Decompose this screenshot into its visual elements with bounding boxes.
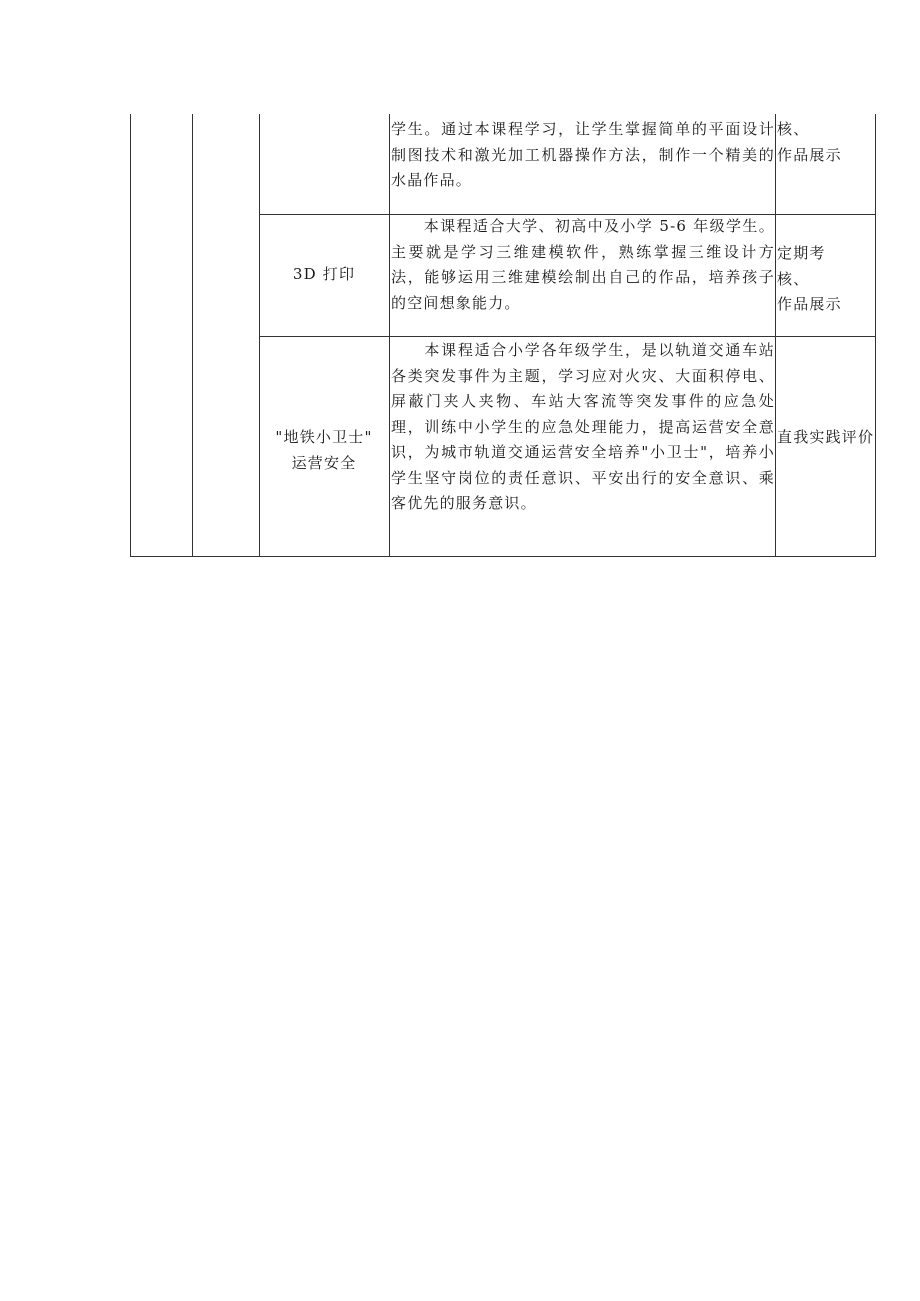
course-table [130, 114, 876, 557]
table-border-left [130, 114, 131, 557]
row-2-description: 本课程适合大学、初高中及小学 5-6 年级学生。主要就是学习三维建模软件，熟练掌握三维设计方法，能够运用三维建模绘制出自己的作品，培养孩子的空间想象能力。 [391, 217, 775, 312]
column-divider-1 [192, 114, 193, 557]
row-3-description: 本课程适合小学各年级学生，是以轨道交通车站各类突发事件为主题，学习应对火灾、大面积停电、屏蔽门夹人夹物、车站大客流等突发事件的应急处理，训练中小学生的应急处理能力，提高运营安全意识，为城市轨道交通运营安全培养"小卫士"，培养小学生坚守岗位的责任意识、平安出行的安全意识、乘客优先的服务意识。 [391, 341, 775, 512]
row-3-evaluation: 直我实践评价 [777, 428, 875, 446]
row-1-description: 学生。通过本课程学习，让学生掌握简单的平面设计制图技术和激光加工机器操作方法，制作一个精美的水晶作品。 [391, 120, 775, 189]
row-1-evaluation: 核、 作品展示 [777, 120, 842, 164]
row-divider-2 [259, 336, 876, 337]
table-border-bottom [130, 556, 876, 557]
row-3-course-name: "地铁小卫士" 运营安全 [275, 428, 373, 472]
row-2-evaluation: 定期考 核、 作品展示 [777, 244, 842, 313]
row-2-course-name: 3D 打印 [292, 265, 356, 283]
